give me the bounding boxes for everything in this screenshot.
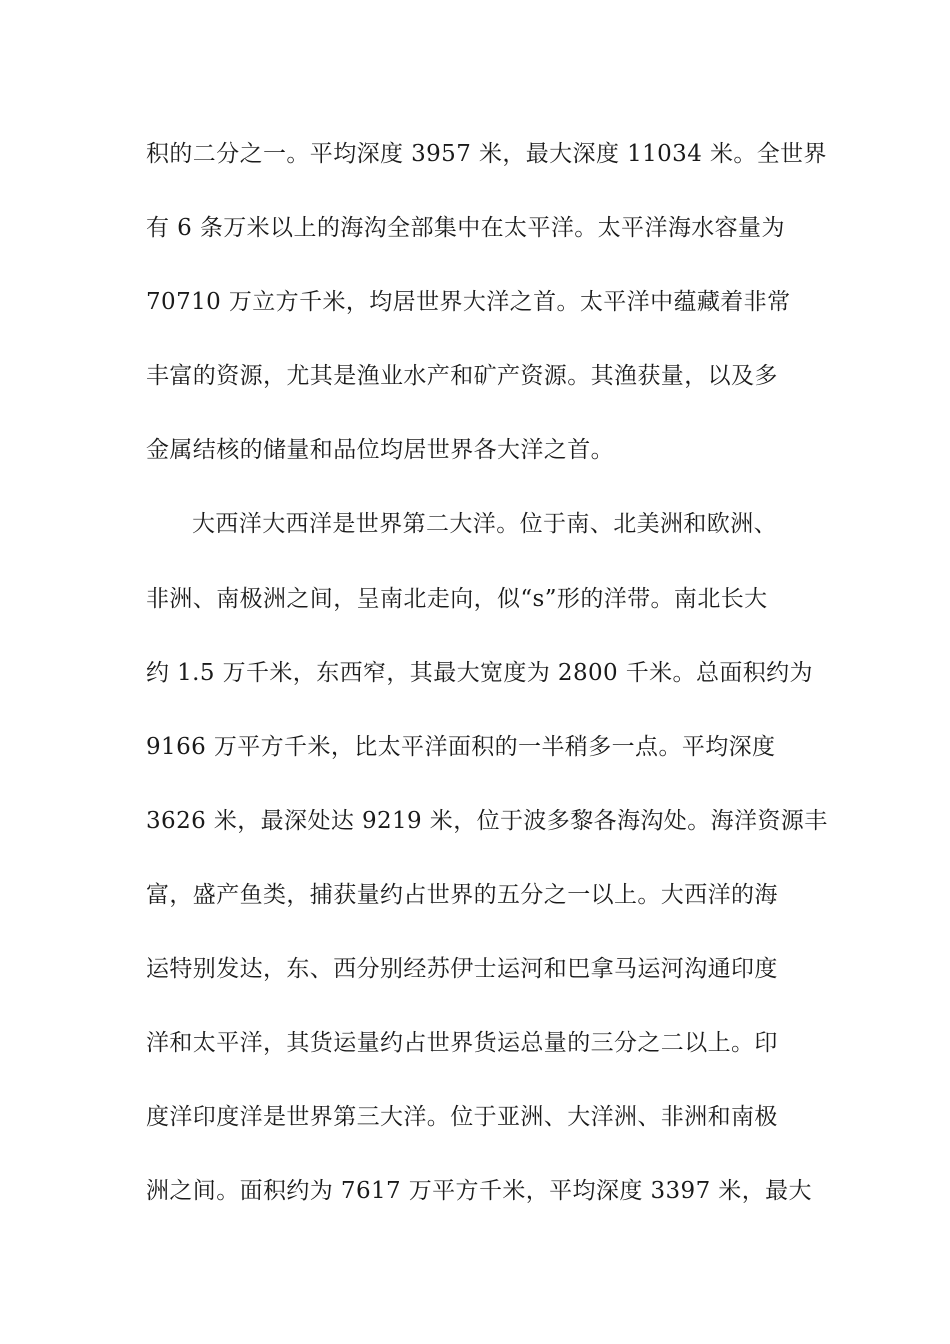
text-line: 丰富的资源，尤其是渔业水产和矿产资源。其渔获量，以及多 <box>146 363 778 390</box>
text-line: 非洲、南极洲之间，呈南北走向，似“s”形的洋带。南北长大 <box>146 585 768 612</box>
text-line: 约 1.5 万千米，东西窄，其最大宽度为 2800 千米。总面积约为 <box>146 659 813 686</box>
text-line: 富，盛产鱼类，捕获量约占世界的五分之一以上。大西洋的海 <box>146 881 778 908</box>
text-line: 洲之间。面积约为 7617 万平方千米，平均深度 3397 米，最大 <box>146 1178 812 1205</box>
body-text <box>146 130 828 1241</box>
text-line: 度洋印度洋是世界第三大洋。位于亚洲、大洋洲、非洲和南极 <box>146 1104 778 1131</box>
text-line: 3626 米，最深处达 9219 米，位于波多黎各海沟处。海洋资源丰 <box>146 807 828 834</box>
text-line: 金属结核的储量和品位均居世界各大洋之首。 <box>146 437 614 464</box>
text-line: 运特别发达，东、西分别经苏伊士运河和巴拿马运河沟通印度 <box>146 956 778 983</box>
text-line: 9166 万平方千米，比太平洋面积的一半稍多一点。平均深度 <box>146 733 776 760</box>
text-line: 有 6 条万米以上的海沟全部集中在太平洋。太平洋海水容量为 <box>146 215 785 242</box>
text-line: 积的二分之一。平均深度 3957 米，最大深度 11034 米。全世界 <box>146 141 827 167</box>
paragraph-start-line: 大西洋大西洋是世界第二大洋。位于南、北美洲和欧洲、 <box>192 511 777 538</box>
text-line: 70710 万立方千米，均居世界大洋之首。太平洋中蕴藏着非常 <box>146 289 791 316</box>
text-line: 洋和太平洋，其货运量约占世界货运总量的三分之二以上。印 <box>146 1030 778 1057</box>
